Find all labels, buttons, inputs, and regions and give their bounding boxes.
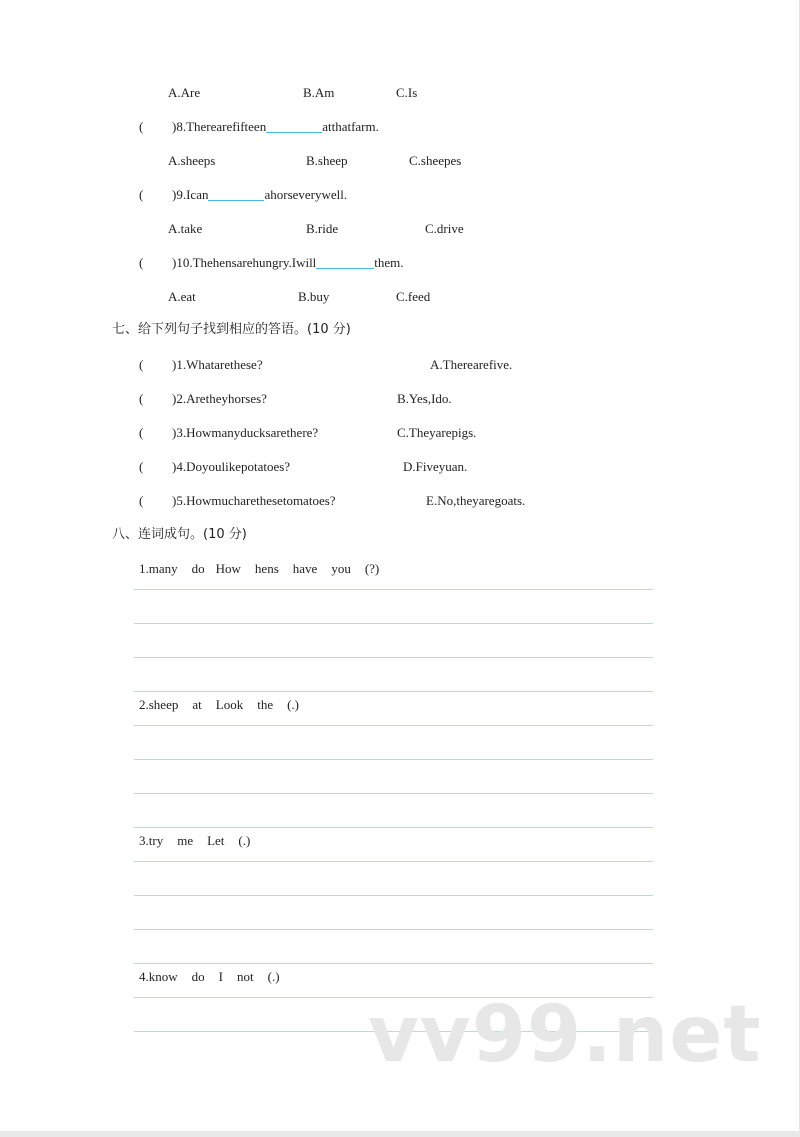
s8-item3-num: 3.try xyxy=(139,833,164,848)
q9-text-before: 9.Ican xyxy=(176,187,209,202)
s8-item2-word: Look xyxy=(215,697,244,712)
s7-item3-text: 3.Howmanyducksarethere? xyxy=(176,425,319,440)
s7-item4-paren-open: ( xyxy=(139,459,144,474)
section7-title: 七、给下列句子找到相应的答语。(10 分) xyxy=(112,322,351,337)
q10-paren-open: ( xyxy=(139,255,144,270)
q10-option-b: B.buy xyxy=(298,289,330,304)
q8-text-before: 8.Therearefifteen xyxy=(176,119,267,134)
s8-item1-word: (?) xyxy=(364,561,380,576)
s7-item2-question: )2.Aretheyhorses? xyxy=(172,391,267,406)
q9-paren-open: ( xyxy=(139,187,144,202)
s7-item3-paren-open: ( xyxy=(139,425,144,440)
s8-item4-num: 4.know xyxy=(139,969,178,984)
s8-item2-word: the xyxy=(257,697,274,712)
writing-line[interactable] xyxy=(134,589,653,590)
q10-text-after: them. xyxy=(374,255,404,270)
s8-item2-word: at xyxy=(192,697,202,712)
s7-item5-text: 5.Howmucharethesetomatoes? xyxy=(176,493,336,508)
s8-item2-num: 2.sheep xyxy=(139,697,179,712)
s8-item1-word: hens xyxy=(254,561,279,576)
writing-line[interactable] xyxy=(134,691,653,692)
page-footer-bar xyxy=(0,1131,800,1137)
q8-paren-open: ( xyxy=(139,119,144,134)
writing-line[interactable] xyxy=(134,793,653,794)
q9-option-a: A.take xyxy=(168,221,203,236)
writing-line[interactable] xyxy=(134,725,653,726)
s7-answer-b: B.Yes,Ido. xyxy=(397,391,452,406)
writing-line[interactable] xyxy=(134,895,653,896)
q10-question xyxy=(172,255,404,271)
writing-line[interactable] xyxy=(134,861,653,862)
q8-paren-close: ) xyxy=(172,119,177,134)
section8-title: 八、连词成句。(10 分) xyxy=(112,527,247,542)
q10-option-a: A.eat xyxy=(168,289,196,304)
s8-item1-word: have xyxy=(292,561,318,576)
q8-question xyxy=(172,119,379,135)
s7-item4-question: )4.Doyoulikepotatoes? xyxy=(172,459,291,474)
s8-item2-words xyxy=(139,697,299,713)
s7-item1-paren-open: ( xyxy=(139,357,144,372)
q7-option-b: B.Am xyxy=(303,85,335,100)
writing-line[interactable] xyxy=(134,827,653,828)
s8-item3-word: (.) xyxy=(238,833,251,848)
s7-item5-paren-open: ( xyxy=(139,493,144,508)
q9-paren-close: ) xyxy=(172,187,177,202)
s8-item3-words xyxy=(139,833,250,849)
q9-answer-blank[interactable] xyxy=(208,188,264,201)
s7-item4-text: 4.Doyoulikepotatoes? xyxy=(176,459,291,474)
q9-text-after: ahorseverywell. xyxy=(264,187,348,202)
writing-line[interactable] xyxy=(134,759,653,760)
s7-item3-question: )3.Howmanyducksarethere? xyxy=(172,425,319,440)
q7-option-c: C.Is xyxy=(396,85,418,100)
s7-item5-question: )5.Howmucharethesetomatoes? xyxy=(172,493,336,508)
s8-item4-word: (.) xyxy=(267,969,280,984)
s8-item1-word: you xyxy=(331,561,351,576)
s7-answer-e: E.No,theyaregoats. xyxy=(426,493,526,508)
s8-item1-word: How xyxy=(215,561,241,576)
s8-item2-word: (.) xyxy=(287,697,300,712)
q8-option-c: C.sheepes xyxy=(409,153,462,168)
watermark: vv99.net xyxy=(368,990,762,1080)
s8-item3-word: me xyxy=(177,833,194,848)
s8-item3-word: Let xyxy=(207,833,225,848)
q9-question xyxy=(172,187,347,203)
q10-answer-blank[interactable] xyxy=(316,256,374,269)
q7-option-a: A.Are xyxy=(168,85,201,100)
writing-line[interactable] xyxy=(134,657,653,658)
s8-item1-words xyxy=(139,561,379,577)
q9-option-b: B.ride xyxy=(306,221,339,236)
s7-item2-paren-open: ( xyxy=(139,391,144,406)
s7-answer-a: A.Therearefive. xyxy=(430,357,513,372)
s8-item4-word: not xyxy=(236,969,254,984)
q10-text-before: 10.Thehensarehungry.Iwill xyxy=(176,255,317,270)
s8-item1-word: do xyxy=(191,561,205,576)
s8-item4-words xyxy=(139,969,280,985)
q10-option-c: C.feed xyxy=(396,289,431,304)
s7-item1-text: 1.Whatarethese? xyxy=(176,357,263,372)
s8-item1-num: 1.many xyxy=(139,561,178,576)
writing-line[interactable] xyxy=(134,929,653,930)
q8-answer-blank[interactable] xyxy=(266,120,322,133)
s8-item4-word: do xyxy=(191,969,205,984)
s7-answer-c: C.Theyarepigs. xyxy=(397,425,477,440)
q8-option-a: A.sheeps xyxy=(168,153,216,168)
s7-item2-text: 2.Aretheyhorses? xyxy=(176,391,267,406)
q9-option-c: C.drive xyxy=(425,221,464,236)
writing-line[interactable] xyxy=(134,963,653,964)
q8-text-after: atthatfarm. xyxy=(322,119,379,134)
s7-item1-question: )1.Whatarethese? xyxy=(172,357,263,372)
s7-answer-d: D.Fiveyuan. xyxy=(403,459,468,474)
writing-line[interactable] xyxy=(134,623,653,624)
q8-option-b: B.sheep xyxy=(306,153,348,168)
s8-item4-word: I xyxy=(218,969,223,984)
q10-paren-close: ) xyxy=(172,255,177,270)
